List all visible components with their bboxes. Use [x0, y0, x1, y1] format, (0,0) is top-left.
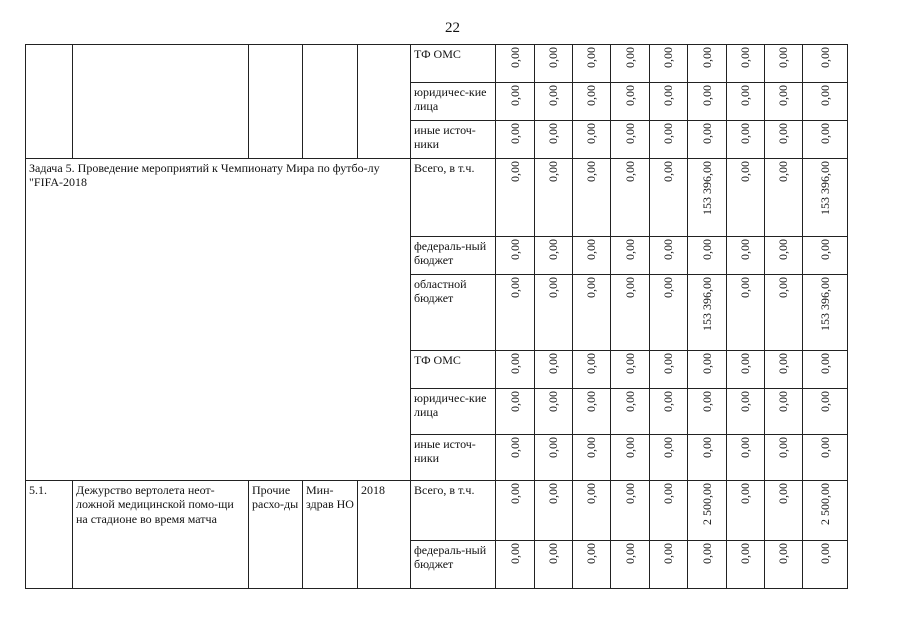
value-cell: [611, 389, 650, 435]
value-text: 0,00: [776, 391, 791, 412]
value-cell: [803, 389, 848, 435]
value-text: 0,00: [507, 161, 522, 182]
value-text: 0,00: [817, 47, 832, 68]
value-cell: [573, 435, 611, 481]
expense-type-cell: Прочие расхо-ды: [249, 481, 303, 589]
item-number-cell: 5.1.: [26, 481, 73, 589]
value-cell: [496, 237, 535, 275]
table-row: [26, 159, 848, 237]
value-cell: [727, 237, 765, 275]
value-cell: [611, 159, 650, 237]
value-text: 0,00: [776, 47, 791, 68]
value-text: 0,00: [546, 437, 561, 458]
value-text: 0,00: [776, 353, 791, 374]
value-cell: [535, 481, 573, 541]
value-cell: [803, 275, 848, 351]
value-cell: [573, 159, 611, 237]
value-cell: [611, 541, 650, 589]
value-text: 0,00: [738, 437, 753, 458]
value-text: 0,00: [738, 277, 753, 298]
value-text: 0,00: [661, 85, 676, 106]
value-text: 0,00: [738, 353, 753, 374]
item-name-cell: Дежурство вертолета неот-ложной медицинской помо-щи на стадионе во время матча: [73, 481, 249, 589]
value-text: 0,00: [661, 391, 676, 412]
value-cell: [727, 45, 765, 83]
value-cell: [573, 83, 611, 121]
value-cell: [727, 435, 765, 481]
value-text: 0,00: [507, 277, 522, 298]
value-cell: [650, 435, 688, 481]
value-text: 0,00: [622, 353, 637, 374]
value-text: 0,00: [584, 123, 599, 144]
value-text: 0,00: [776, 543, 791, 564]
value-text: 0,00: [817, 239, 832, 260]
value-cell: [496, 83, 535, 121]
value-cell: [496, 481, 535, 541]
value-text: 0,00: [507, 483, 522, 504]
value-text: 2 500,00: [699, 483, 714, 525]
value-cell: [650, 275, 688, 351]
value-cell: [496, 435, 535, 481]
value-text: 0,00: [507, 85, 522, 106]
value-text: 153 396,00: [699, 161, 714, 215]
value-text: 0,00: [622, 161, 637, 182]
value-cell: [803, 159, 848, 237]
value-cell: [496, 121, 535, 159]
value-text: 0,00: [507, 47, 522, 68]
value-cell: [573, 275, 611, 351]
value-text: 0,00: [661, 483, 676, 504]
value-text: 0,00: [661, 437, 676, 458]
value-cell: [611, 351, 650, 389]
value-text: 0,00: [699, 391, 714, 412]
value-text: 0,00: [584, 543, 599, 564]
value-text: 0,00: [507, 543, 522, 564]
value-cell: [535, 237, 573, 275]
value-cell: [765, 275, 803, 351]
value-text: 0,00: [738, 47, 753, 68]
value-cell: [650, 159, 688, 237]
value-cell: [611, 121, 650, 159]
value-text: 0,00: [817, 123, 832, 144]
value-cell: [765, 481, 803, 541]
source-cell: федераль-ный бюджет: [411, 237, 496, 275]
value-cell: [688, 481, 727, 541]
year-cell: 2018: [358, 481, 411, 589]
value-cell: [688, 275, 727, 351]
value-text: 0,00: [817, 543, 832, 564]
value-cell: [765, 159, 803, 237]
value-text: 0,00: [546, 239, 561, 260]
value-text: 0,00: [546, 123, 561, 144]
value-cell: [803, 481, 848, 541]
value-cell: [688, 435, 727, 481]
executor-cell: [303, 45, 358, 159]
value-text: 0,00: [699, 85, 714, 106]
value-text: 0,00: [584, 47, 599, 68]
value-text: 0,00: [661, 277, 676, 298]
value-cell: [573, 237, 611, 275]
value-text: 0,00: [817, 353, 832, 374]
source-cell: иные источ-ники: [411, 435, 496, 481]
value-cell: [573, 541, 611, 589]
value-text: 0,00: [546, 85, 561, 106]
page-number: 22: [445, 20, 460, 36]
source-cell: областной бюджет: [411, 275, 496, 351]
value-text: 0,00: [661, 123, 676, 144]
value-text: 2 500,00: [817, 483, 832, 525]
value-text: 0,00: [622, 391, 637, 412]
value-cell: [611, 45, 650, 83]
value-cell: [535, 351, 573, 389]
value-cell: [535, 275, 573, 351]
source-cell: юридичес-кие лица: [411, 389, 496, 435]
value-text: 0,00: [546, 543, 561, 564]
value-cell: [496, 45, 535, 83]
value-text: 0,00: [661, 239, 676, 260]
value-cell: [611, 435, 650, 481]
source-cell: ТФ ОМС: [411, 351, 496, 389]
value-cell: [573, 481, 611, 541]
value-cell: [535, 435, 573, 481]
value-text: 0,00: [776, 85, 791, 106]
value-cell: [688, 45, 727, 83]
value-cell: [496, 275, 535, 351]
value-text: 0,00: [622, 239, 637, 260]
value-cell: [496, 389, 535, 435]
value-cell: [765, 541, 803, 589]
value-text: 0,00: [546, 353, 561, 374]
value-text: 0,00: [584, 239, 599, 260]
value-cell: [688, 237, 727, 275]
value-text: 0,00: [817, 437, 832, 458]
value-cell: [535, 541, 573, 589]
year-cell: [358, 45, 411, 159]
value-text: 0,00: [622, 47, 637, 68]
budget-table-body: [26, 45, 848, 589]
value-text: 0,00: [584, 353, 599, 374]
value-cell: [765, 237, 803, 275]
value-text: 0,00: [776, 161, 791, 182]
value-text: 153 396,00: [699, 277, 714, 331]
value-cell: [803, 237, 848, 275]
value-cell: [535, 159, 573, 237]
expense-cell: [249, 45, 303, 159]
value-text: 0,00: [776, 483, 791, 504]
value-text: 0,00: [738, 85, 753, 106]
value-cell: [650, 237, 688, 275]
value-cell: [535, 121, 573, 159]
value-text: 0,00: [776, 277, 791, 298]
value-cell: [650, 83, 688, 121]
value-text: 0,00: [738, 543, 753, 564]
value-text: 0,00: [507, 123, 522, 144]
value-text: 0,00: [622, 123, 637, 144]
value-text: 0,00: [817, 391, 832, 412]
value-cell: [765, 435, 803, 481]
value-cell: [688, 541, 727, 589]
value-text: 0,00: [661, 47, 676, 68]
value-cell: [727, 83, 765, 121]
value-cell: [765, 121, 803, 159]
executor-cell: Мин-здрав НО: [303, 481, 358, 589]
source-cell: Всего, в т.ч.: [411, 159, 496, 237]
value-text: 0,00: [817, 85, 832, 106]
value-cell: [650, 481, 688, 541]
value-cell: [688, 389, 727, 435]
name-cell: [73, 45, 249, 159]
value-text: 0,00: [546, 483, 561, 504]
value-text: 0,00: [776, 123, 791, 144]
source-cell: иные источ-ники: [411, 121, 496, 159]
value-text: 0,00: [622, 437, 637, 458]
value-cell: [650, 541, 688, 589]
value-cell: [573, 121, 611, 159]
value-text: 0,00: [546, 277, 561, 298]
value-cell: [688, 121, 727, 159]
value-text: 0,00: [546, 391, 561, 412]
budget-table: [25, 44, 848, 589]
value-text: 0,00: [738, 483, 753, 504]
value-text: 0,00: [584, 161, 599, 182]
source-cell: ТФ ОМС: [411, 45, 496, 83]
value-text: 0,00: [776, 239, 791, 260]
value-text: 0,00: [622, 85, 637, 106]
value-cell: [496, 541, 535, 589]
value-cell: [803, 83, 848, 121]
value-text: 0,00: [661, 543, 676, 564]
value-text: 0,00: [699, 239, 714, 260]
value-text: 0,00: [584, 483, 599, 504]
source-cell: федераль-ный бюджет: [411, 541, 496, 589]
value-text: 153 396,00: [817, 277, 832, 331]
value-text: 0,00: [507, 391, 522, 412]
value-cell: [727, 159, 765, 237]
value-text: 0,00: [507, 353, 522, 374]
source-cell: Всего, в т.ч.: [411, 481, 496, 541]
value-text: 0,00: [661, 353, 676, 374]
value-cell: [803, 121, 848, 159]
value-text: 0,00: [546, 47, 561, 68]
value-text: 0,00: [622, 277, 637, 298]
value-cell: [803, 351, 848, 389]
value-text: 0,00: [507, 239, 522, 260]
value-cell: [727, 541, 765, 589]
value-cell: [573, 389, 611, 435]
value-text: 0,00: [584, 85, 599, 106]
value-cell: [611, 275, 650, 351]
value-text: 0,00: [699, 543, 714, 564]
value-text: 0,00: [738, 239, 753, 260]
value-text: 0,00: [776, 437, 791, 458]
value-cell: [496, 351, 535, 389]
table-row: [26, 481, 848, 541]
value-cell: [727, 121, 765, 159]
value-cell: [765, 83, 803, 121]
value-cell: [611, 83, 650, 121]
value-text: 0,00: [622, 483, 637, 504]
value-cell: [650, 389, 688, 435]
value-cell: [727, 275, 765, 351]
value-cell: [765, 351, 803, 389]
value-cell: [573, 45, 611, 83]
value-cell: [727, 389, 765, 435]
value-cell: [765, 45, 803, 83]
value-cell: [803, 45, 848, 83]
value-cell: [803, 435, 848, 481]
value-cell: [650, 351, 688, 389]
value-cell: [803, 541, 848, 589]
value-cell: [727, 351, 765, 389]
value-text: 0,00: [622, 543, 637, 564]
value-text: 153 396,00: [817, 161, 832, 215]
value-text: 0,00: [738, 161, 753, 182]
value-cell: [535, 45, 573, 83]
value-cell: [688, 351, 727, 389]
value-text: 0,00: [584, 437, 599, 458]
value-cell: [765, 389, 803, 435]
value-cell: [573, 351, 611, 389]
value-cell: [650, 121, 688, 159]
value-text: 0,00: [584, 277, 599, 298]
value-text: 0,00: [507, 437, 522, 458]
value-cell: [496, 159, 535, 237]
table-row: [26, 45, 848, 83]
value-cell: [688, 159, 727, 237]
value-cell: [688, 83, 727, 121]
value-cell: [611, 237, 650, 275]
value-text: 0,00: [661, 161, 676, 182]
value-cell: [535, 389, 573, 435]
number-cell: [26, 45, 73, 159]
value-text: 0,00: [738, 391, 753, 412]
value-cell: [611, 481, 650, 541]
value-cell: [727, 481, 765, 541]
value-text: 0,00: [546, 161, 561, 182]
value-text: 0,00: [584, 391, 599, 412]
value-text: 0,00: [699, 437, 714, 458]
task-title-cell: Задача 5. Проведение мероприятий к Чемпионату Мира по футбо-лу "FIFA-2018: [26, 159, 411, 481]
value-text: 0,00: [699, 353, 714, 374]
value-text: 0,00: [738, 123, 753, 144]
value-cell: [535, 83, 573, 121]
source-cell: юридичес-кие лица: [411, 83, 496, 121]
value-text: 0,00: [699, 47, 714, 68]
value-cell: [650, 45, 688, 83]
value-text: 0,00: [699, 123, 714, 144]
